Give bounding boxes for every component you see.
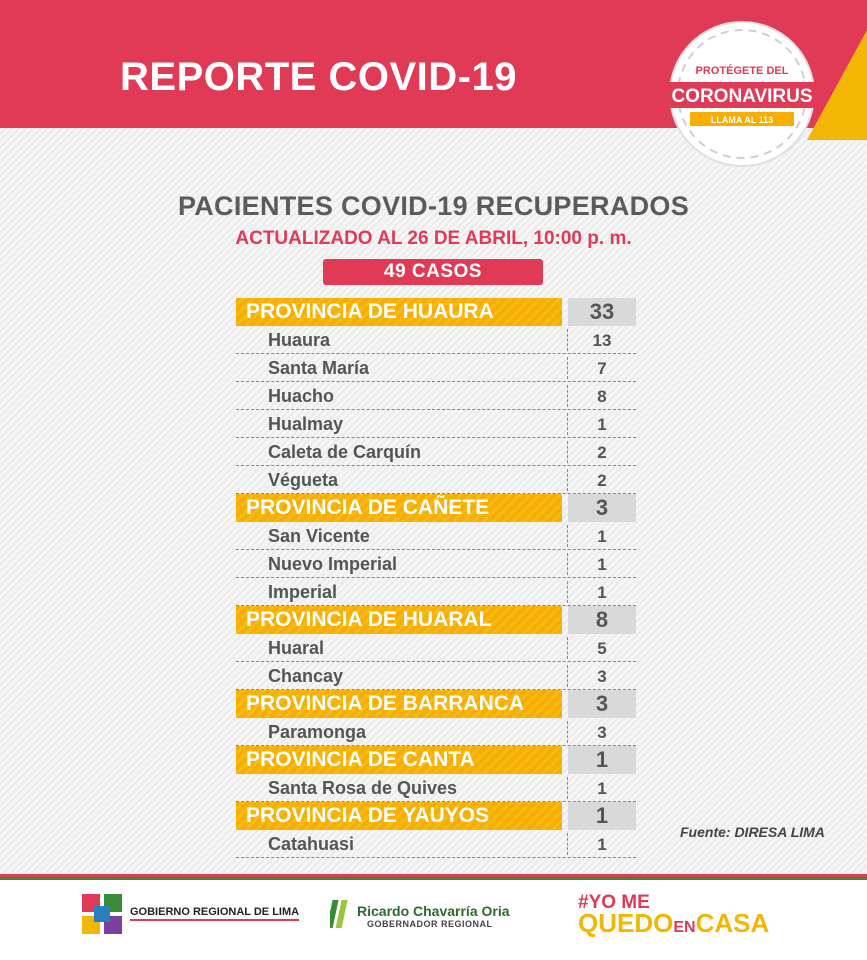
hashtag-casa: CASA — [695, 908, 770, 938]
province-name: PROVINCIA DE HUARAL — [236, 606, 562, 634]
district-name: Paramonga — [268, 722, 367, 742]
province-total: 33 — [568, 298, 636, 326]
update-timestamp: ACTUALIZADO AL 26 DE ABRIL, 10:00 p. m. — [235, 228, 632, 249]
hashtag-line2 — [578, 908, 769, 939]
gobierno-regional-logo — [80, 892, 124, 936]
province-total: 3 — [568, 494, 636, 522]
district-row — [236, 466, 636, 494]
province-row — [236, 298, 636, 326]
recovered-table — [236, 298, 636, 858]
district-count: 3 — [597, 667, 607, 686]
district-count: 7 — [597, 359, 607, 378]
district-row — [236, 634, 636, 662]
district-name: Nuevo Imperial — [268, 554, 398, 574]
district-row — [236, 410, 636, 438]
province-name: PROVINCIA DE BARRANCA — [236, 690, 562, 718]
district-count: 1 — [597, 415, 607, 434]
page-title: REPORTE COVID-19 — [120, 55, 517, 99]
badge-line3: LLAMA AL 113 — [710, 115, 774, 125]
district-row — [236, 354, 636, 382]
governor-logo — [330, 898, 352, 930]
province-name: PROVINCIA DE CAÑETE — [236, 494, 562, 522]
hashtag-line1: #YO ME — [578, 892, 650, 913]
governor-role: GOBERNADOR REGIONAL — [367, 919, 493, 929]
province-total: 8 — [568, 606, 636, 634]
district-count: 8 — [597, 387, 607, 406]
province-name: PROVINCIA DE HUAURA — [236, 298, 562, 326]
district-count: 1 — [597, 835, 607, 854]
coronavirus-badge — [662, 16, 822, 176]
province-row — [236, 746, 636, 774]
district-row — [236, 830, 636, 858]
province-row — [236, 606, 636, 634]
hashtag-en: EN — [673, 919, 696, 936]
district-name: Imperial — [268, 582, 338, 602]
district-row — [236, 438, 636, 466]
district-name: Huacho — [268, 386, 335, 406]
district-name: San Vicente — [268, 526, 370, 546]
district-row — [236, 382, 636, 410]
district-name: Végueta — [268, 470, 339, 490]
district-row — [236, 522, 636, 550]
district-name: Hualmay — [268, 414, 344, 434]
district-count: 13 — [592, 331, 612, 350]
province-total: 1 — [568, 746, 636, 774]
district-name: Huaura — [268, 330, 331, 350]
report-subtitle: PACIENTES COVID-19 RECUPERADOS — [177, 191, 690, 221]
district-row — [236, 774, 636, 802]
province-total: 1 — [568, 802, 636, 830]
district-count: 1 — [597, 583, 607, 602]
district-name: Catahuasi — [268, 834, 355, 854]
district-count: 2 — [597, 443, 607, 462]
district-name: Huaral — [268, 638, 325, 658]
district-count: 1 — [597, 779, 607, 798]
province-row — [236, 802, 636, 830]
district-count: 3 — [597, 723, 607, 742]
district-row — [236, 578, 636, 606]
district-name: Caleta de Carquín — [268, 442, 422, 462]
district-row — [236, 662, 636, 690]
province-name: PROVINCIA DE CANTA — [236, 746, 562, 774]
province-name: PROVINCIA DE YAUYOS — [236, 802, 562, 830]
province-total: 3 — [568, 690, 636, 718]
province-row — [236, 690, 636, 718]
governor-name: Ricardo Chavarría Oria — [357, 903, 510, 919]
district-count: 1 — [597, 527, 607, 546]
district-count: 2 — [597, 471, 607, 490]
province-row — [236, 494, 636, 522]
source-note: Fuente: DIRESA LIMA — [680, 824, 825, 840]
district-row — [236, 326, 636, 354]
total-cases-badge: 49 CASOS — [323, 259, 543, 285]
district-count: 5 — [597, 639, 607, 658]
gobierno-regional-label: GOBIERNO REGIONAL DE LIMA — [130, 906, 299, 921]
hashtag-quedo: QUEDO — [578, 908, 674, 938]
district-count: 1 — [597, 555, 607, 574]
badge-line1: PROTÉGETE DEL — [695, 65, 789, 77]
district-name: Santa María — [268, 358, 370, 378]
district-row — [236, 718, 636, 746]
district-row — [236, 550, 636, 578]
district-name: Santa Rosa de Quives — [268, 778, 458, 798]
district-name: Chancay — [268, 666, 344, 686]
badge-line2: CORONAVIRUS — [671, 86, 813, 107]
